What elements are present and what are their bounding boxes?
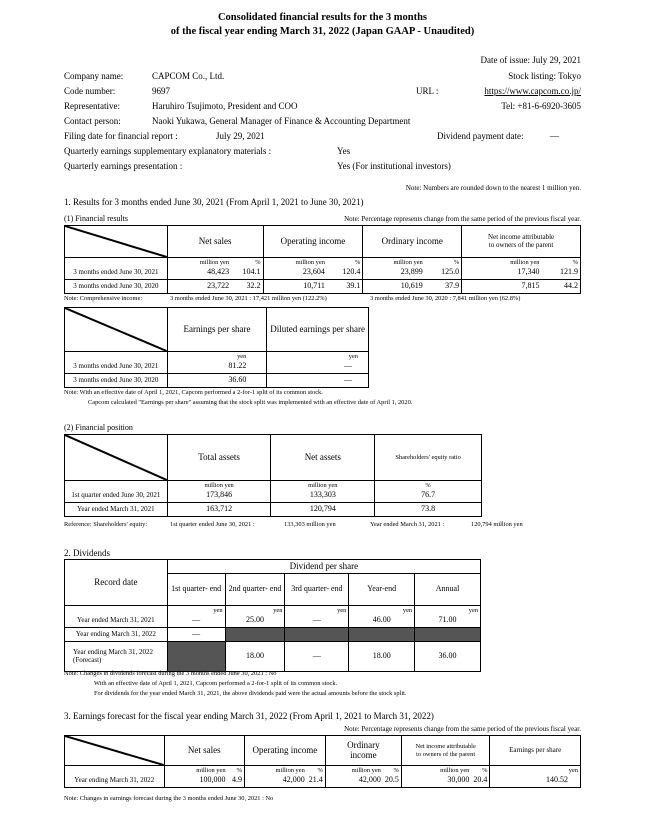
section1-title: 1. Results for 3 months ended June 30, 2021 (From April 1, 2021 to June 30, 2021)	[64, 197, 364, 207]
row-label: 3 months ended June 30, 2021	[65, 361, 168, 374]
forecast-table	[64, 735, 581, 788]
header-ordinary-line2: income	[350, 749, 377, 760]
eps-table	[64, 307, 369, 388]
header-net-income-line2: to owners of the parent	[488, 240, 554, 249]
report-title-line2: of the fiscal year ending March 31, 2022 (Japan GAAP - Unaudited)	[170, 26, 475, 37]
net-sales-value: 48,423	[167, 267, 231, 280]
diagonal-header-cell	[65, 435, 168, 481]
q1-dividend: ―	[167, 615, 225, 628]
header-net-sales: Net sales	[164, 736, 244, 766]
unit-yen: yen	[225, 606, 285, 615]
q2-dividend: 25.00	[225, 615, 285, 628]
unit-percent: %	[383, 766, 402, 775]
representative-label: Representative:	[64, 101, 120, 111]
unit-million-yen: million yen	[167, 481, 271, 490]
forecast-change-note: Note: Changes in earnings forecast during the 3 months ended June 30, 2021 : No	[64, 795, 274, 802]
year-end-dividend: 18.00	[349, 642, 415, 672]
code-number: 9697	[152, 86, 170, 96]
header-dividend-per-share: Dividend per share	[167, 560, 480, 574]
supplementary-materials-label: Quarterly earnings supplementary explanatory materials :	[64, 146, 272, 156]
q1-dividend: ―	[167, 628, 225, 642]
ordinary-income-value: 42,000	[325, 775, 383, 788]
header-q3-end: 3rd quarter- end	[285, 574, 349, 606]
comprehensive-income-2021: 3 months ended June 30, 2021 : 17,421 million yen (122.2%)	[170, 295, 327, 302]
header-operating-income: Operating income	[244, 736, 325, 766]
shaded-cell	[415, 628, 481, 642]
financial-position-label: (2) Financial position	[64, 423, 133, 432]
dividends-title: 2. Dividends	[64, 548, 110, 558]
annual-dividend: 36.00	[415, 642, 481, 672]
table-row	[65, 361, 369, 374]
earnings-presentation-label: Quarterly earnings presentation :	[64, 161, 183, 171]
contact-person: Naoki Yukawa, General Manager of Finance & Accounting Department	[152, 116, 411, 126]
row-label: Year ended March 31, 2021	[65, 503, 168, 517]
header-q2-end: 2nd quarter- end	[225, 574, 285, 606]
rounding-note: Note: Numbers are rounded down to the nearest 1 million yen.	[405, 184, 581, 192]
code-number-label: Code number:	[64, 86, 116, 96]
unit-percent: %	[228, 766, 245, 775]
q3-dividend: ―	[285, 615, 349, 628]
shareholders-equity-y-value: 120,794 million yen	[471, 521, 523, 528]
financial-results-label: (1) Financial results	[64, 214, 128, 223]
shaded-cell	[225, 628, 285, 642]
unit-million-yen: million yen	[263, 258, 327, 267]
net-sales-value: 100,000	[164, 775, 227, 788]
header-ordinary-line1: Ordinary	[347, 739, 380, 750]
row-label: 3 months ended June 30, 2020	[65, 374, 168, 388]
earnings-presentation: Yes (For institutional investors)	[337, 161, 451, 171]
diluted-eps-value: ―	[267, 361, 369, 374]
unit-yen: yen	[167, 352, 267, 361]
representative: Haruhiro Tsujimoto, President and COO	[152, 101, 298, 111]
table-row	[65, 642, 481, 672]
shaded-cell	[167, 642, 225, 672]
eps-value: 140.52	[490, 775, 581, 788]
operating-income-pct: 39.1	[327, 280, 363, 294]
unit-yen: yen	[167, 606, 225, 615]
q2-dividend: 18.00	[225, 642, 285, 672]
shareholders-equity-label: Reference: Shareholders' equity:	[64, 521, 148, 528]
unit-million-yen: million yen	[363, 258, 425, 267]
dividend-payment-date: ―	[550, 131, 559, 141]
table-row	[65, 628, 481, 642]
table-row	[65, 615, 481, 628]
header-net-income	[462, 226, 581, 258]
operating-income-pct: 21.4	[307, 775, 326, 788]
unit-million-yen: million yen	[325, 766, 383, 775]
header-net-income-line1: Net income attributable	[488, 232, 555, 241]
comprehensive-income-2020: 3 months ended June 30, 2020 : 7,841 million yen (62.8%)	[370, 295, 521, 302]
filing-date-label: Filing date for financial report :	[64, 131, 178, 141]
telephone: Tel: +81-6-6920-3605	[501, 101, 581, 111]
diagonal-header-cell	[65, 308, 168, 352]
dividends-table	[64, 559, 481, 672]
header-total-assets: Total assets	[167, 435, 271, 481]
unit-yen: yen	[415, 606, 481, 615]
ordinary-income-pct: 20.5	[383, 775, 402, 788]
eps-value: 36.60	[167, 374, 267, 388]
forecast-note: Note: Percentage represents change from the same period of the previous fiscal year.	[344, 725, 581, 733]
unit-percent: %	[307, 766, 326, 775]
row-label	[65, 642, 168, 672]
ordinary-income-pct: 37.9	[425, 280, 462, 294]
row-label: Year ended March 31, 2021	[65, 615, 168, 628]
ordinary-income-value: 23,899	[363, 267, 425, 280]
header-operating-income: Operating income	[263, 226, 363, 258]
financial-position-table	[64, 434, 482, 517]
ordinary-income-value: 10,619	[363, 280, 425, 294]
shareholders-equity-y-label: Year ended March 31, 2021 :	[370, 521, 445, 528]
unit-million-yen: million yen	[164, 766, 227, 775]
net-income-pct: 44.2	[541, 280, 580, 294]
net-assets-value: 133,303	[271, 490, 375, 503]
contact-person-label: Contact person:	[64, 116, 121, 126]
date-of-issue: Date of issue: July 29, 2021	[480, 55, 581, 65]
header-annual: Annual	[415, 574, 481, 606]
unit-yen: yen	[267, 352, 369, 361]
row-label: 3 months ended June 30, 2020	[65, 280, 168, 294]
row-label: 1st quarter ended June 30, 2021	[65, 490, 168, 503]
total-assets-value: 163,712	[167, 503, 271, 517]
row-label: Year ending March 31, 2022	[65, 628, 168, 642]
unit-yen: yen	[349, 606, 415, 615]
eps-value: 81.22	[167, 361, 267, 374]
dividend-payment-date-label: Dividend payment date:	[437, 131, 524, 141]
diagonal-header-cell	[65, 226, 168, 258]
unit-percent: %	[327, 258, 363, 267]
financial-results-note: Note: Percentage represents change from the same period of the previous fiscal year.	[344, 215, 581, 223]
unit-percent: %	[471, 766, 490, 775]
header-ordinary-income	[325, 736, 401, 766]
net-sales-pct: 104.1	[231, 267, 263, 280]
total-assets-value: 173,846	[167, 490, 271, 503]
operating-income-pct: 120.4	[327, 267, 363, 280]
forecast-title: 3. Earnings forecast for the fiscal year ending March 31, 2022 (From April 1, 2021 to March 31, 2022)	[64, 711, 434, 721]
annual-dividend: 71.00	[415, 615, 481, 628]
company-url-link[interactable]: https://www.capcom.co.jp/	[484, 86, 581, 96]
unit-yen: yen	[285, 606, 349, 615]
table-row	[65, 280, 581, 294]
filing-date: July 29, 2021	[216, 131, 265, 141]
dividends-note-1: Note: Changes in dividends forecast during the 3 months ended June 30, 2021 : No	[64, 670, 277, 677]
net-sales-pct: 32.2	[231, 280, 263, 294]
header-eps: Earnings per share	[490, 736, 581, 766]
ordinary-income-pct: 125.0	[425, 267, 462, 280]
header-net-income-line1: Net income attributable	[415, 743, 476, 751]
year-end-dividend: 46.00	[349, 615, 415, 628]
net-sales-pct: 4.9	[228, 775, 245, 788]
equity-ratio-value: 76.7	[375, 490, 482, 503]
net-income-value: 30,000	[401, 775, 471, 788]
header-net-income	[401, 736, 490, 766]
eps-note-1: Note: With an effective date of April 1, 2021, Capcom performed a 2-for-1 split of its common stock.	[64, 389, 323, 396]
unit-percent: %	[375, 481, 482, 490]
net-assets-value: 120,794	[271, 503, 375, 517]
row-label: Year ending March 31, 2022	[65, 775, 165, 788]
header-net-income-line2: to owners of the parent	[416, 750, 476, 758]
company-name: CAPCOM Co., Ltd.	[152, 71, 225, 81]
stock-listing: Stock listing: Tokyo	[508, 71, 581, 81]
unit-percent: %	[231, 258, 263, 267]
net-income-value: 7,815	[462, 280, 542, 294]
header-record-date: Record date	[65, 560, 168, 606]
operating-income-value: 10,711	[263, 280, 327, 294]
unit-million-yen: million yen	[401, 766, 471, 775]
diluted-eps-value: ―	[267, 374, 369, 388]
comprehensive-income-label: Note: Comprehensive income:	[64, 295, 143, 302]
row-label-line2: (Forecast)	[73, 655, 102, 664]
company-name-label: Company name:	[64, 71, 124, 81]
unit-percent: %	[541, 258, 580, 267]
header-eps: Earnings per share	[167, 308, 267, 352]
table-row	[65, 490, 482, 503]
shaded-cell	[349, 628, 415, 642]
diagonal-header-cell	[65, 736, 165, 766]
shareholders-equity-q-value: 133,303 million yen	[284, 521, 336, 528]
equity-ratio-value: 73.8	[375, 503, 482, 517]
shaded-cell	[285, 628, 349, 642]
report-title-line1: Consolidated financial results for the 3 months	[217, 12, 428, 23]
header-net-assets: Net assets	[271, 435, 375, 481]
table-row	[65, 267, 581, 280]
net-sales-value: 23,722	[167, 280, 231, 294]
unit-million-yen: million yen	[462, 258, 542, 267]
unit-yen: yen	[490, 766, 581, 775]
net-income-pct: 20.4	[471, 775, 490, 788]
header-ordinary-income: Ordinary income	[363, 226, 462, 258]
header-year-end: Year-end	[349, 574, 415, 606]
table-row	[65, 374, 369, 388]
header-net-sales: Net sales	[167, 226, 263, 258]
dividends-note-3: For dividends for the year ended March 31, 2021, the above dividends paid were the actual amounts before the stock split.	[94, 690, 407, 697]
net-income-pct: 121.9	[541, 267, 580, 280]
dividends-note-2: With an effective date of April 1, 2021, Capcom performed a 2-for-1 split of its common stock.	[94, 680, 338, 687]
q3-dividend: ―	[285, 642, 349, 672]
financial-results-table	[64, 225, 581, 294]
row-label-line1: Year ending March 31, 2022	[73, 647, 153, 656]
unit-million-yen: million yen	[244, 766, 306, 775]
url-label: URL :	[416, 86, 439, 96]
unit-million-yen: million yen	[271, 481, 375, 490]
unit-percent: %	[425, 258, 462, 267]
unit-million-yen: million yen	[167, 258, 231, 267]
header-diluted-eps: Diluted earnings per share	[267, 308, 369, 352]
header-q1-end: 1st quarter- end	[167, 574, 225, 606]
supplementary-materials: Yes	[337, 146, 351, 156]
operating-income-value: 42,000	[244, 775, 306, 788]
eps-note-2: Capcom calculated "Earnings per share" assuming that the stock split was implemented with an effective date of April 1, 2020.	[88, 399, 413, 406]
shareholders-equity-q-label: 1st quarter ended June 30, 2021 :	[170, 521, 255, 528]
net-income-value: 17,340	[462, 267, 542, 280]
header-equity-ratio: Shareholders' equity ratio	[375, 435, 482, 481]
row-label: 3 months ended June 30, 2021	[65, 267, 168, 280]
table-row	[65, 775, 581, 788]
operating-income-value: 23,604	[263, 267, 327, 280]
table-row	[65, 503, 482, 517]
